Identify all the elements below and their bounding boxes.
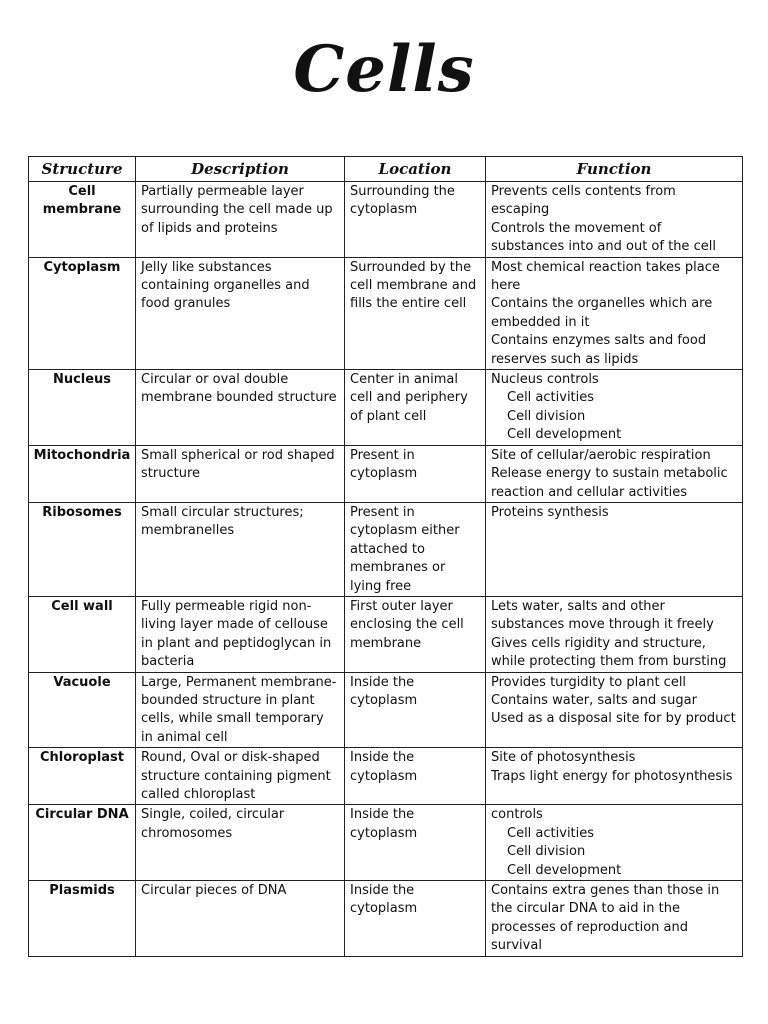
function-line: Contains extra genes than those in the circular DNA to aid in the processes of reproduction and survival bbox=[491, 883, 720, 954]
structure-cell: Mitochondria bbox=[29, 445, 136, 502]
function-cell bbox=[486, 502, 743, 596]
function-cell bbox=[486, 182, 743, 258]
function-line: Controls the movement of substances into and out of the cell bbox=[491, 220, 716, 255]
function-line: Contains the organelles which are embedded in it bbox=[491, 296, 713, 330]
function-line: Site of photosynthesis bbox=[491, 750, 636, 766]
description-cell: Fully permeable rigid non-living layer made of cellouse in plant and peptidoglycan in bacteria bbox=[136, 596, 345, 672]
structure-cell: Cell wall bbox=[29, 596, 136, 672]
function-line: Lets water, salts and other substances move through it freely bbox=[491, 598, 714, 633]
table-row bbox=[29, 748, 743, 805]
table-row bbox=[29, 257, 743, 369]
table-row bbox=[29, 881, 743, 957]
column-header-description: Description bbox=[136, 157, 345, 182]
description-cell: Large, Permanent membrane-bounded structure in plant cells, while small temporary in animal cell bbox=[136, 672, 345, 748]
function-line: Gives cells rigidity and structure, while protecting them from bursting bbox=[491, 635, 727, 670]
function-subline: Cell division bbox=[507, 408, 586, 424]
function-line: Most chemical reaction takes place here bbox=[491, 259, 720, 294]
function-subline: Cell division bbox=[507, 844, 586, 860]
column-header-location: Location bbox=[345, 157, 486, 182]
location-cell: Center in animal cell and periphery of plant cell bbox=[345, 370, 486, 446]
location-cell: Present in cytoplasm either attached to membranes or lying free bbox=[345, 502, 486, 596]
function-line: Proteins synthesis bbox=[491, 504, 609, 520]
function-line: controls bbox=[491, 807, 543, 823]
function-cell bbox=[486, 672, 743, 748]
structure-cell: Plasmids bbox=[29, 881, 136, 957]
location-cell: Inside the cytoplasm bbox=[345, 748, 486, 805]
location-cell: Present in cytoplasm bbox=[345, 445, 486, 502]
column-header-function: Function bbox=[486, 157, 743, 182]
column-header-structure: Structure bbox=[29, 157, 136, 182]
function-cell bbox=[486, 881, 743, 957]
function-line: Provides turgidity to plant cell bbox=[491, 674, 687, 690]
location-cell: First outer layer enclosing the cell membrane bbox=[345, 596, 486, 672]
structure-cell: Chloroplast bbox=[29, 748, 136, 805]
description-cell: Small circular structures; membranelles bbox=[136, 502, 345, 596]
function-cell bbox=[486, 596, 743, 672]
table-row bbox=[29, 445, 743, 502]
function-line: Prevents cells contents from escaping bbox=[491, 184, 676, 218]
function-subline: Cell activities bbox=[507, 825, 595, 841]
function-line: Site of cellular/aerobic respiration bbox=[491, 447, 711, 463]
structure-cell: Circular DNA bbox=[29, 805, 136, 881]
function-subline: Cell development bbox=[507, 862, 622, 878]
table-row bbox=[29, 182, 743, 258]
structure-cell: Vacuole bbox=[29, 672, 136, 748]
function-cell bbox=[486, 805, 743, 881]
function-subline: Cell development bbox=[507, 427, 622, 443]
description-cell: Round, Oval or disk-shaped structure containing pigment called chloroplast bbox=[136, 748, 345, 805]
table-row bbox=[29, 370, 743, 446]
table-row bbox=[29, 502, 743, 596]
description-cell: Single, coiled, circular chromosomes bbox=[136, 805, 345, 881]
description-cell: Circular or oval double membrane bounded structure bbox=[136, 370, 345, 446]
description-cell: Partially permeable layer surrounding the cell made up of lipids and proteins bbox=[136, 182, 345, 258]
page-title: Cells bbox=[293, 32, 475, 107]
cells-table bbox=[28, 156, 743, 957]
function-line: Used as a disposal site for by product bbox=[491, 711, 736, 727]
function-cell bbox=[486, 257, 743, 369]
structure-cell: Nucleus bbox=[29, 370, 136, 446]
location-cell: Surrounded by the cell membrane and fills the entire cell bbox=[345, 257, 486, 369]
function-subline: Cell activities bbox=[507, 390, 595, 406]
function-line: Contains water, salts and sugar bbox=[491, 692, 697, 708]
location-cell: Inside the cytoplasm bbox=[345, 672, 486, 748]
function-cell bbox=[486, 748, 743, 805]
table-header-row bbox=[29, 157, 743, 182]
location-cell: Inside the cytoplasm bbox=[345, 881, 486, 957]
table-row bbox=[29, 596, 743, 672]
description-cell: Circular pieces of DNA bbox=[136, 881, 345, 957]
location-cell: Inside the cytoplasm bbox=[345, 805, 486, 881]
function-line: Traps light energy for photosynthesis bbox=[491, 768, 733, 784]
table-row bbox=[29, 805, 743, 881]
table-row bbox=[29, 672, 743, 748]
structure-cell: Cytoplasm bbox=[29, 257, 136, 369]
location-cell: Surrounding the cytoplasm bbox=[345, 182, 486, 258]
structure-cell: Ribosomes bbox=[29, 502, 136, 596]
function-line: Release energy to sustain metabolic reaction and cellular activities bbox=[491, 466, 728, 500]
function-cell bbox=[486, 445, 743, 502]
function-line: Contains enzymes salts and food reserves such as lipids bbox=[491, 333, 707, 367]
structure-cell: Cell membrane bbox=[29, 182, 136, 258]
function-cell bbox=[486, 370, 743, 446]
description-cell: Jelly like substances containing organelles and food granules bbox=[136, 257, 345, 369]
function-line: Nucleus controls bbox=[491, 372, 599, 388]
description-cell: Small spherical or rod shaped structure bbox=[136, 445, 345, 502]
